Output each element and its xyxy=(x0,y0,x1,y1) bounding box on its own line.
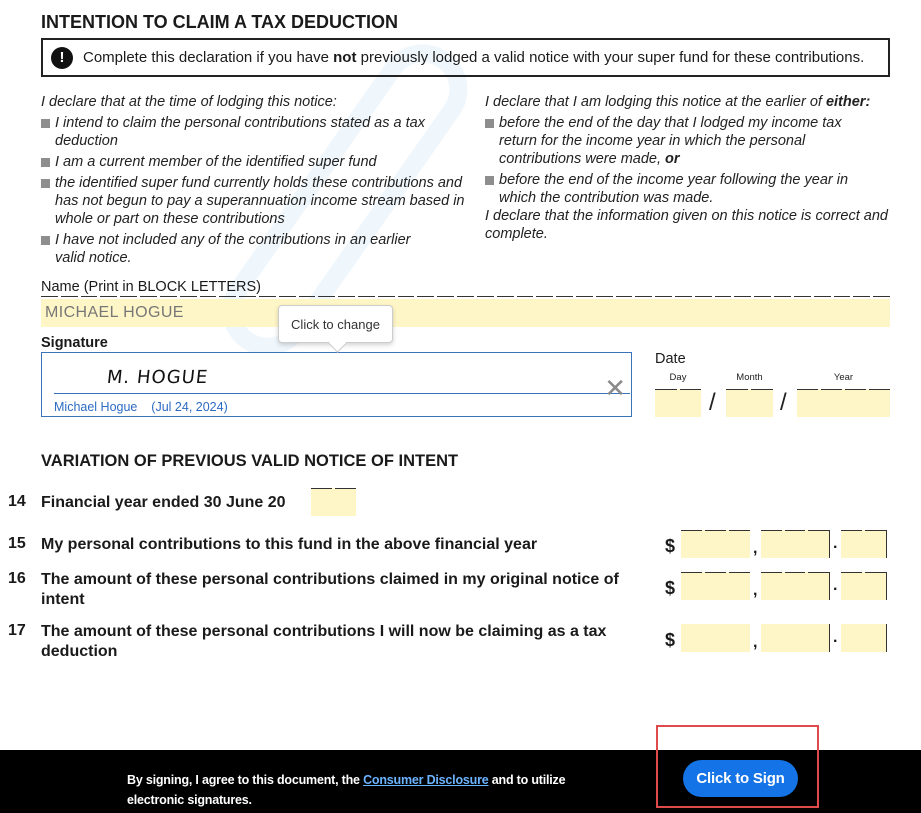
signature-field[interactable] xyxy=(41,352,632,417)
notice-text: Complete this declaration if you have not previously lodged a valid notice with your super fund for these contributions. xyxy=(83,49,865,66)
amount-q16-cents[interactable] xyxy=(841,572,887,600)
bullet-square-icon xyxy=(485,119,494,128)
declaration-item: before the end of the income year following the year in which the contribution was made. xyxy=(485,171,895,207)
declaration-right-intro: I declare that I am lodging this notice at the earlier of either: xyxy=(485,94,871,110)
amount-q17-dollars[interactable] xyxy=(761,624,830,652)
signature-label: Signature xyxy=(41,335,108,351)
date-month-field[interactable] xyxy=(726,389,773,417)
declaration-right xyxy=(485,93,895,243)
name-field-ticks xyxy=(41,296,890,299)
click-to-change-tooltip[interactable]: Click to change xyxy=(278,305,393,343)
date-year-field[interactable] xyxy=(797,389,890,417)
amount-q17-thousands[interactable] xyxy=(681,624,750,652)
decimal-point: . xyxy=(833,629,838,646)
thousands-separator: , xyxy=(753,634,758,651)
signature-line xyxy=(54,393,630,394)
bullet-square-icon xyxy=(41,119,50,128)
signing-footer-bar xyxy=(0,750,921,813)
thousands-separator: , xyxy=(753,540,758,557)
question-number: 17 xyxy=(8,622,26,639)
currency-symbol: $ xyxy=(665,578,676,598)
close-icon[interactable]: ✕ xyxy=(604,373,626,403)
click-to-sign-button[interactable]: Click to Sign xyxy=(683,760,798,797)
thousands-separator: , xyxy=(753,582,758,599)
declaration-left xyxy=(41,93,466,267)
name-label: Name (Print in BLOCK LETTERS) xyxy=(41,279,261,295)
year-label: Year xyxy=(833,372,854,383)
declaration-right-closing: I declare that the information given on this notice is correct and complete. xyxy=(485,208,888,242)
bullet-square-icon xyxy=(485,176,494,185)
question-number: 16 xyxy=(8,570,26,587)
signature-image: M. HOGUE xyxy=(105,367,210,388)
question-number: 14 xyxy=(8,493,26,510)
question-text: Financial year ended 30 June 20 xyxy=(41,494,286,511)
amount-q16-thousands[interactable] xyxy=(681,572,750,600)
consumer-disclosure-link[interactable]: Consumer Disclosure xyxy=(363,773,489,787)
declaration-item: I intend to claim the personal contributions stated as a tax deduction xyxy=(41,114,466,150)
amount-q15-thousands[interactable] xyxy=(681,530,750,558)
section-title-variation: VARIATION OF PREVIOUS VALID NOTICE OF INTENT xyxy=(41,452,459,470)
currency-symbol: $ xyxy=(665,536,676,556)
footer-consent-text: By signing, I agree to this document, the Consumer Disclosure and to utilize electronic signatures. xyxy=(127,773,566,807)
question-number: 15 xyxy=(8,535,26,552)
amount-q15-cents[interactable] xyxy=(841,530,887,558)
signature-caption: Michael Hogue (Jul 24, 2024) xyxy=(54,400,228,414)
declaration-item: I am a current member of the identified super fund xyxy=(41,153,466,171)
amount-q15-dollars[interactable] xyxy=(761,530,830,558)
declaration-item: I have not included any of the contributions in an earlier valid notice. xyxy=(41,231,466,267)
name-field[interactable]: MICHAEL HOGUE xyxy=(41,299,890,327)
currency-symbol: $ xyxy=(665,630,676,650)
month-label: Month xyxy=(736,372,763,383)
question-text: The amount of these personal contributions I will now be claiming as a tax deduction xyxy=(41,623,607,660)
question-text: My personal contributions to this fund in the above financial year xyxy=(41,536,538,553)
declaration-left-intro: I declare that at the time of lodging this notice: xyxy=(41,94,337,110)
date-separator: / xyxy=(709,389,716,416)
bullet-square-icon xyxy=(41,179,50,188)
date-label: Date xyxy=(655,351,686,367)
section-title-intention: INTENTION TO CLAIM A TAX DEDUCTION xyxy=(41,12,398,32)
decimal-point: . xyxy=(833,577,838,594)
amount-q16-dollars[interactable] xyxy=(761,572,830,600)
bullet-square-icon xyxy=(41,158,50,167)
day-label: Day xyxy=(669,372,687,383)
amount-q17-cents[interactable] xyxy=(841,624,887,652)
date-separator: / xyxy=(780,389,787,416)
decimal-point: . xyxy=(833,535,838,552)
date-day-field[interactable] xyxy=(655,389,701,417)
exclamation-circle-icon: ! xyxy=(51,47,73,69)
bullet-square-icon xyxy=(41,236,50,245)
notice-box xyxy=(41,38,890,77)
question-text: The amount of these personal contributions claimed in my original notice of intent xyxy=(41,571,619,608)
declaration-item: before the end of the day that I lodged my income tax return for the income year in which the personal contributions were made, or xyxy=(485,114,895,168)
financial-year-field[interactable] xyxy=(311,488,356,516)
declaration-item: the identified super fund currently holds these contributions and has not begun to pay a superannuation income stream based in whole or part on these contributions xyxy=(41,174,466,228)
